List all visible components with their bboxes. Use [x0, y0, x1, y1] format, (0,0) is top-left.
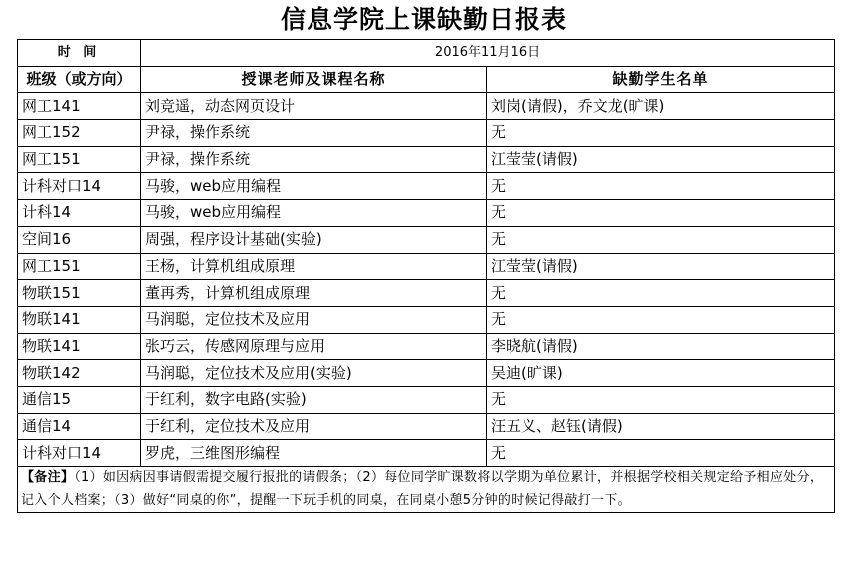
- column-header-absent-students: 缺勤学生名单: [487, 66, 835, 93]
- absent-students-cell: 无: [487, 200, 835, 227]
- column-header-teacher-course: 授课老师及课程名称: [141, 66, 487, 93]
- class-cell: 计科对口14: [18, 440, 141, 467]
- teacher-course-cell: 罗虎，三维图形编程: [141, 440, 487, 467]
- notes-text: （1）如因病因事请假需提交履行报批的请假条；（2）每位同学旷课数将以学期为单位累计，并根据学校相关规定给予相应处分，记入个人档案；（3）做好“同桌的你”，提醒一下玩手机的同桌，在同桌小憩5分钟的时候记得敲打一下。: [21, 470, 824, 508]
- teacher-course-cell: 刘竞遥，动态网页设计: [141, 93, 487, 120]
- class-cell: 计科14: [18, 200, 141, 227]
- class-cell: 网工141: [18, 93, 141, 120]
- teacher-course-cell: 王杨，计算机组成原理: [141, 253, 487, 280]
- time-label: 时 间: [18, 40, 141, 67]
- teacher-course-cell: 尹禄，操作系统: [141, 146, 487, 173]
- absent-students-cell: 无: [487, 226, 835, 253]
- absent-students-cell: 无: [487, 120, 835, 147]
- class-cell: 物联142: [18, 360, 141, 387]
- table-row: [18, 226, 835, 253]
- class-cell: 物联141: [18, 306, 141, 333]
- absent-students-cell: 江莹莹(请假): [487, 253, 835, 280]
- table-row: [18, 360, 835, 387]
- table-row: [18, 146, 835, 173]
- teacher-course-cell: 马润聪，定位技术及应用: [141, 306, 487, 333]
- class-cell: 物联141: [18, 333, 141, 360]
- class-cell: 空间16: [18, 226, 141, 253]
- table-row: [18, 413, 835, 440]
- table-row: [18, 440, 835, 467]
- absent-students-cell: 无: [487, 280, 835, 307]
- time-row: [18, 40, 835, 67]
- class-cell: 通信15: [18, 386, 141, 413]
- teacher-course-cell: 周强，程序设计基础(实验): [141, 226, 487, 253]
- class-cell: 物联151: [18, 280, 141, 307]
- notes-cell: [18, 467, 835, 513]
- column-header-class: 班级（或方向）: [18, 66, 141, 93]
- report-title: 信息学院上课缺勤日报表: [280, 5, 567, 34]
- absent-students-cell: 刘岗(请假)，乔文龙(旷课): [487, 93, 835, 120]
- table-row: [18, 306, 835, 333]
- class-cell: 网工152: [18, 120, 141, 147]
- absent-students-cell: 汪五义、赵钰(请假): [487, 413, 835, 440]
- report-date: 2016年11月16日: [141, 40, 835, 67]
- teacher-course-cell: 于红利，数字电路(实验): [141, 386, 487, 413]
- class-cell: 网工151: [18, 253, 141, 280]
- table-row: [18, 333, 835, 360]
- notes-row: [18, 467, 835, 513]
- teacher-course-cell: 张巧云，传感网原理与应用: [141, 333, 487, 360]
- absent-students-cell: 李晓航(请假): [487, 333, 835, 360]
- absence-report-table: [17, 39, 835, 513]
- class-cell: 通信14: [18, 413, 141, 440]
- teacher-course-cell: 尹禄，操作系统: [141, 120, 487, 147]
- teacher-course-cell: 于红利，定位技术及应用: [141, 413, 487, 440]
- absent-students-cell: 无: [487, 440, 835, 467]
- teacher-course-cell: 马润聪，定位技术及应用(实验): [141, 360, 487, 387]
- teacher-course-cell: 马骏，web应用编程: [141, 173, 487, 200]
- absent-students-cell: 无: [487, 386, 835, 413]
- notes-tag: 【备注】: [21, 470, 75, 485]
- table-row: [18, 93, 835, 120]
- column-header-row: [18, 66, 835, 93]
- class-cell: 计科对口14: [18, 173, 141, 200]
- table-row: [18, 280, 835, 307]
- absent-students-cell: 吴迪(旷课): [487, 360, 835, 387]
- absent-students-cell: 江莹莹(请假): [487, 146, 835, 173]
- table-row: [18, 120, 835, 147]
- teacher-course-cell: 马骏，web应用编程: [141, 200, 487, 227]
- table-row: [18, 386, 835, 413]
- class-cell: 网工151: [18, 146, 141, 173]
- teacher-course-cell: 董再秀，计算机组成原理: [141, 280, 487, 307]
- table-row: [18, 200, 835, 227]
- absent-students-cell: 无: [487, 306, 835, 333]
- absent-students-cell: 无: [487, 173, 835, 200]
- table-row: [18, 173, 835, 200]
- table-row: [18, 253, 835, 280]
